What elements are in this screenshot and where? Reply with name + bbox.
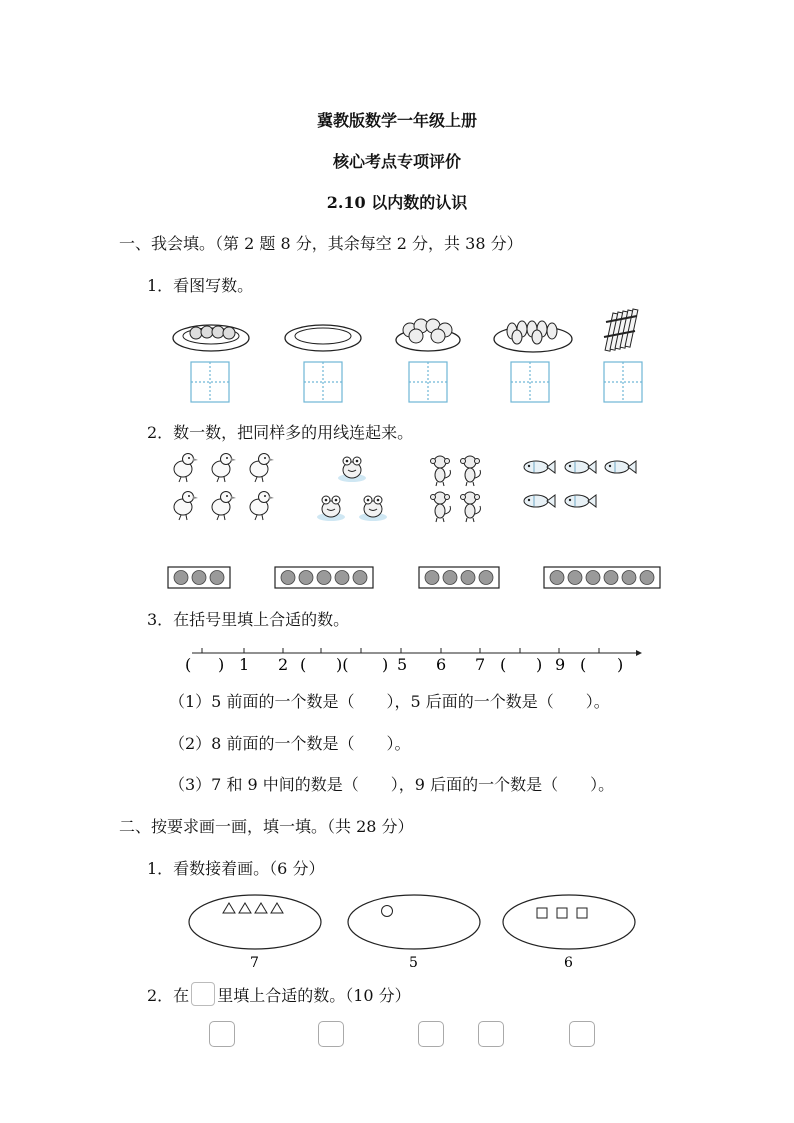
answer-box[interactable] bbox=[209, 1021, 235, 1047]
number-line-label: )( bbox=[336, 655, 349, 674]
number-line-label: ( bbox=[185, 655, 192, 674]
s2-q2-label-before: 2．在 bbox=[147, 986, 190, 1005]
oval-circles[interactable] bbox=[348, 895, 480, 949]
circle-icon bbox=[382, 906, 393, 917]
q2-label: 2．数一数，把同样多的用线连起来。 bbox=[147, 423, 414, 442]
oval-number: 6 bbox=[564, 955, 573, 971]
section2-heading: 二、按要求画一画，填一填。（共 28 分） bbox=[119, 817, 414, 836]
answer-box[interactable] bbox=[478, 1021, 504, 1047]
square-icon bbox=[537, 908, 587, 918]
triangle-icon bbox=[223, 903, 283, 913]
q3-sub1: （1）5 前面的一个数是（ ），5 后面的一个数是（ ）。 bbox=[169, 692, 610, 711]
number-line-label: 9 bbox=[555, 655, 566, 674]
book-title: 冀教版数学一年级上册 bbox=[316, 111, 477, 130]
number-line-label: 5 bbox=[397, 655, 408, 674]
oval-number: 5 bbox=[409, 955, 418, 971]
number-line-label: ) bbox=[536, 655, 543, 674]
q1-label: 1．看图写数。 bbox=[147, 276, 254, 295]
oval-number: 7 bbox=[250, 955, 259, 971]
s2-q2-label-after: 里填上合适的数。（10 分） bbox=[217, 986, 411, 1005]
section1-heading: 一、我会填。（第 2 题 8 分，其余每空 2 分，共 38 分） bbox=[119, 234, 523, 253]
number-line-label: 1 bbox=[239, 655, 250, 674]
number-line-label: 2 bbox=[278, 655, 289, 674]
oval-triangles[interactable] bbox=[189, 895, 321, 949]
s2-q1-label: 1．看数接着画。（6 分） bbox=[147, 859, 325, 878]
oval-squares[interactable] bbox=[503, 895, 635, 949]
assessment-title: 核心考点专项评价 bbox=[332, 152, 461, 171]
s2-q2-label bbox=[147, 982, 411, 1006]
number-line-label: ( bbox=[580, 655, 587, 674]
q3-label: 3．在括号里填上合适的数。 bbox=[147, 610, 350, 629]
number-line-label: ) bbox=[617, 655, 624, 674]
answer-box[interactable] bbox=[569, 1021, 595, 1047]
number-line-label: ) bbox=[382, 655, 389, 674]
number-line-label: ) bbox=[218, 655, 225, 674]
answer-box[interactable] bbox=[318, 1021, 344, 1047]
number-line-label: ( bbox=[300, 655, 307, 674]
q3-sub2: （2）8 前面的一个数是（ ）。 bbox=[169, 734, 411, 753]
number-line-label: 6 bbox=[436, 655, 447, 674]
q3-sub3: （3）7 和 9 中间的数是（ ），9 后面的一个数是（ ）。 bbox=[169, 775, 615, 794]
unit-title: 2.10 以内数的认识 bbox=[326, 193, 468, 212]
blank-box-icon bbox=[191, 982, 215, 1006]
number-line-label: 7 bbox=[475, 655, 486, 674]
number-line-label: ( bbox=[500, 655, 507, 674]
answer-box[interactable] bbox=[418, 1021, 444, 1047]
